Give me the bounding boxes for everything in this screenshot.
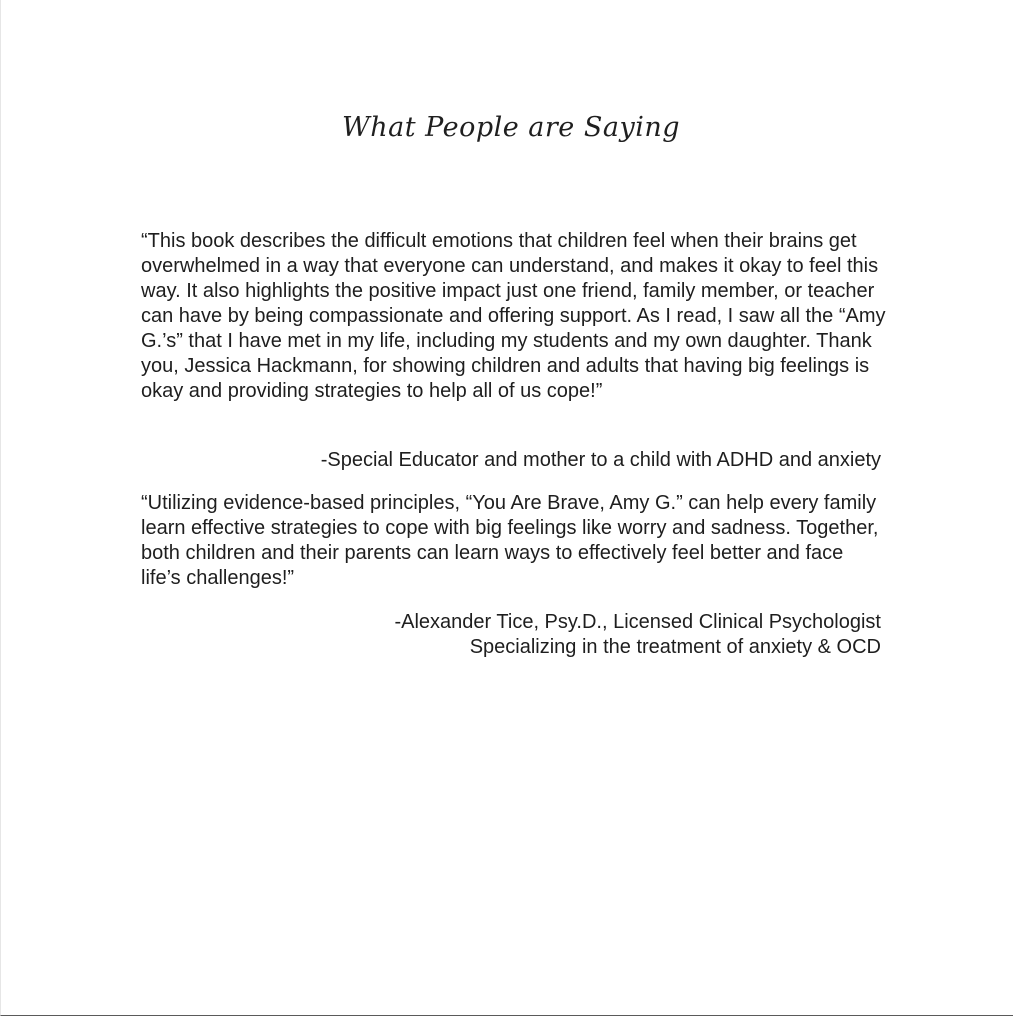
testimonial-quote-text: “Utilizing evidence-based principles, “You Are Brave, Amy G.” can help every family learn effective strategies to cope with big feelings like worry and sadness. Together, both children and their parents can learn ways to effectively feel better and face life’s challenges!” (141, 492, 879, 589)
testimonial-quote (141, 229, 886, 404)
testimonial-quote (141, 491, 886, 591)
page-title: What People are Saying (341, 112, 681, 143)
testimonial-attribution (141, 448, 881, 473)
testimonial-quote-text: “This book describes the difficult emotions that children feel when their brains get overwhelmed in a way that everyone can understand, and makes it okay to feel this way. It also highlights the positive impact just one friend, family member, or teacher can have by being compassionate and offering support. As I read, I saw all the “Amy G.’s” that I have met in my life, including my students and my own daughter. Thank you, Jessica Hackmann, for showing children and adults that having big feelings is okay and providing strategies to help all of us cope!” (141, 230, 886, 402)
attribution-line: Specializing in the treatment of anxiety & OCD (469, 636, 881, 658)
testimonial-attribution (141, 610, 881, 660)
attribution-line: -Special Educator and mother to a child with ADHD and anxiety (320, 449, 881, 471)
attribution-line: -Alexander Tice, Psy.D., Licensed Clinical Psychologist (394, 611, 881, 633)
